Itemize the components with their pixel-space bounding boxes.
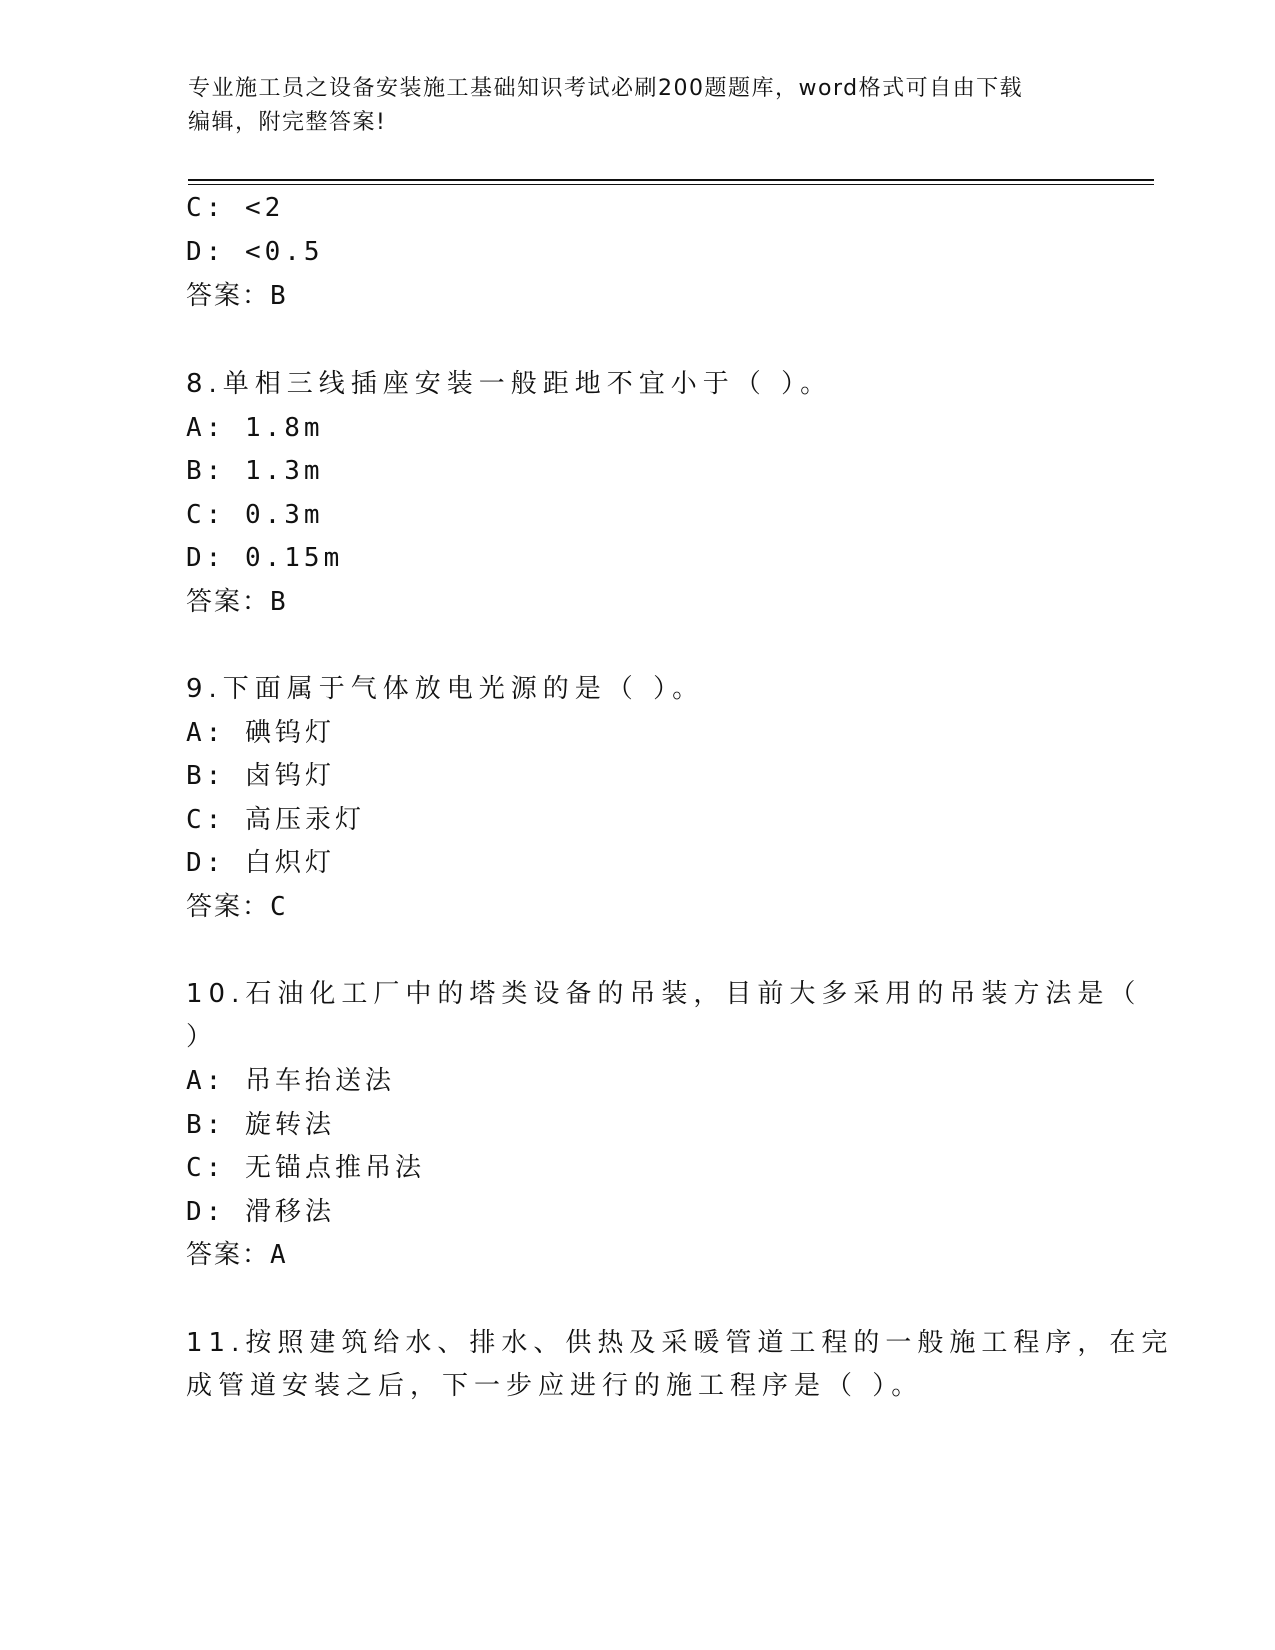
- header-divider-thick: [188, 179, 1154, 181]
- answer-value: C: [270, 892, 288, 922]
- question-9-option-d: D: 白炽灯: [186, 848, 335, 878]
- question-8-option-a: A: 1.8m: [186, 413, 324, 443]
- header-line-2: 编辑，附完整答案!: [188, 110, 387, 135]
- question-9-answer: [186, 890, 288, 924]
- answer-label: 答案：: [186, 587, 271, 617]
- question-10-stem-line-1: 10.石油化工厂中的塔类设备的吊装，目前大多采用的吊装方法是（: [186, 979, 1142, 1009]
- question-10-stem-line-2: ）: [186, 1022, 219, 1052]
- prev-answer: [186, 279, 288, 313]
- question-10-option-a: A: 吊车抬送法: [186, 1066, 395, 1096]
- question-9-stem: 9.下面属于气体放电光源的是（ ）。: [186, 674, 705, 704]
- question-10-option-c: C: 无锚点推吊法: [186, 1153, 425, 1183]
- prev-option-d: D: <0.5: [186, 237, 324, 267]
- question-9-option-c: C: 高压汞灯: [186, 805, 365, 835]
- answer-value: B: [270, 587, 288, 617]
- question-11-stem-line-2: 成管道安装之后，下一步应进行的施工程序是（ ）。: [186, 1371, 924, 1401]
- question-11-stem-line-1: 11.按照建筑给水、排水、供热及采暖管道工程的一般施工程序，在完: [186, 1328, 1174, 1358]
- question-10-option-d: D: 滑移法: [186, 1197, 335, 1227]
- answer-value: B: [270, 281, 288, 311]
- prev-option-c: C: <2: [186, 193, 285, 223]
- header-line-1: 专业施工员之设备安装施工基础知识考试必刷200题题库，word格式可自由下载: [188, 76, 1024, 101]
- header-divider-thin: [188, 184, 1154, 185]
- answer-label: 答案：: [186, 281, 271, 311]
- question-10-option-b: B: 旋转法: [186, 1110, 335, 1140]
- answer-value: A: [270, 1240, 288, 1270]
- answer-label: 答案：: [186, 1240, 271, 1270]
- question-8-stem: 8.单相三线插座安装一般距地不宜小于（ ）。: [186, 369, 833, 399]
- question-9-option-a: A: 碘钨灯: [186, 718, 335, 748]
- question-9-option-b: B: 卤钨灯: [186, 761, 335, 791]
- question-8-answer: [186, 585, 288, 619]
- question-8-option-d: D: 0.15m: [186, 543, 344, 573]
- answer-label: 答案：: [186, 892, 271, 922]
- question-8-option-b: B: 1.3m: [186, 456, 324, 486]
- document-header: [188, 72, 1068, 140]
- question-8-option-c: C: 0.3m: [186, 500, 324, 530]
- question-10-answer: [186, 1238, 288, 1272]
